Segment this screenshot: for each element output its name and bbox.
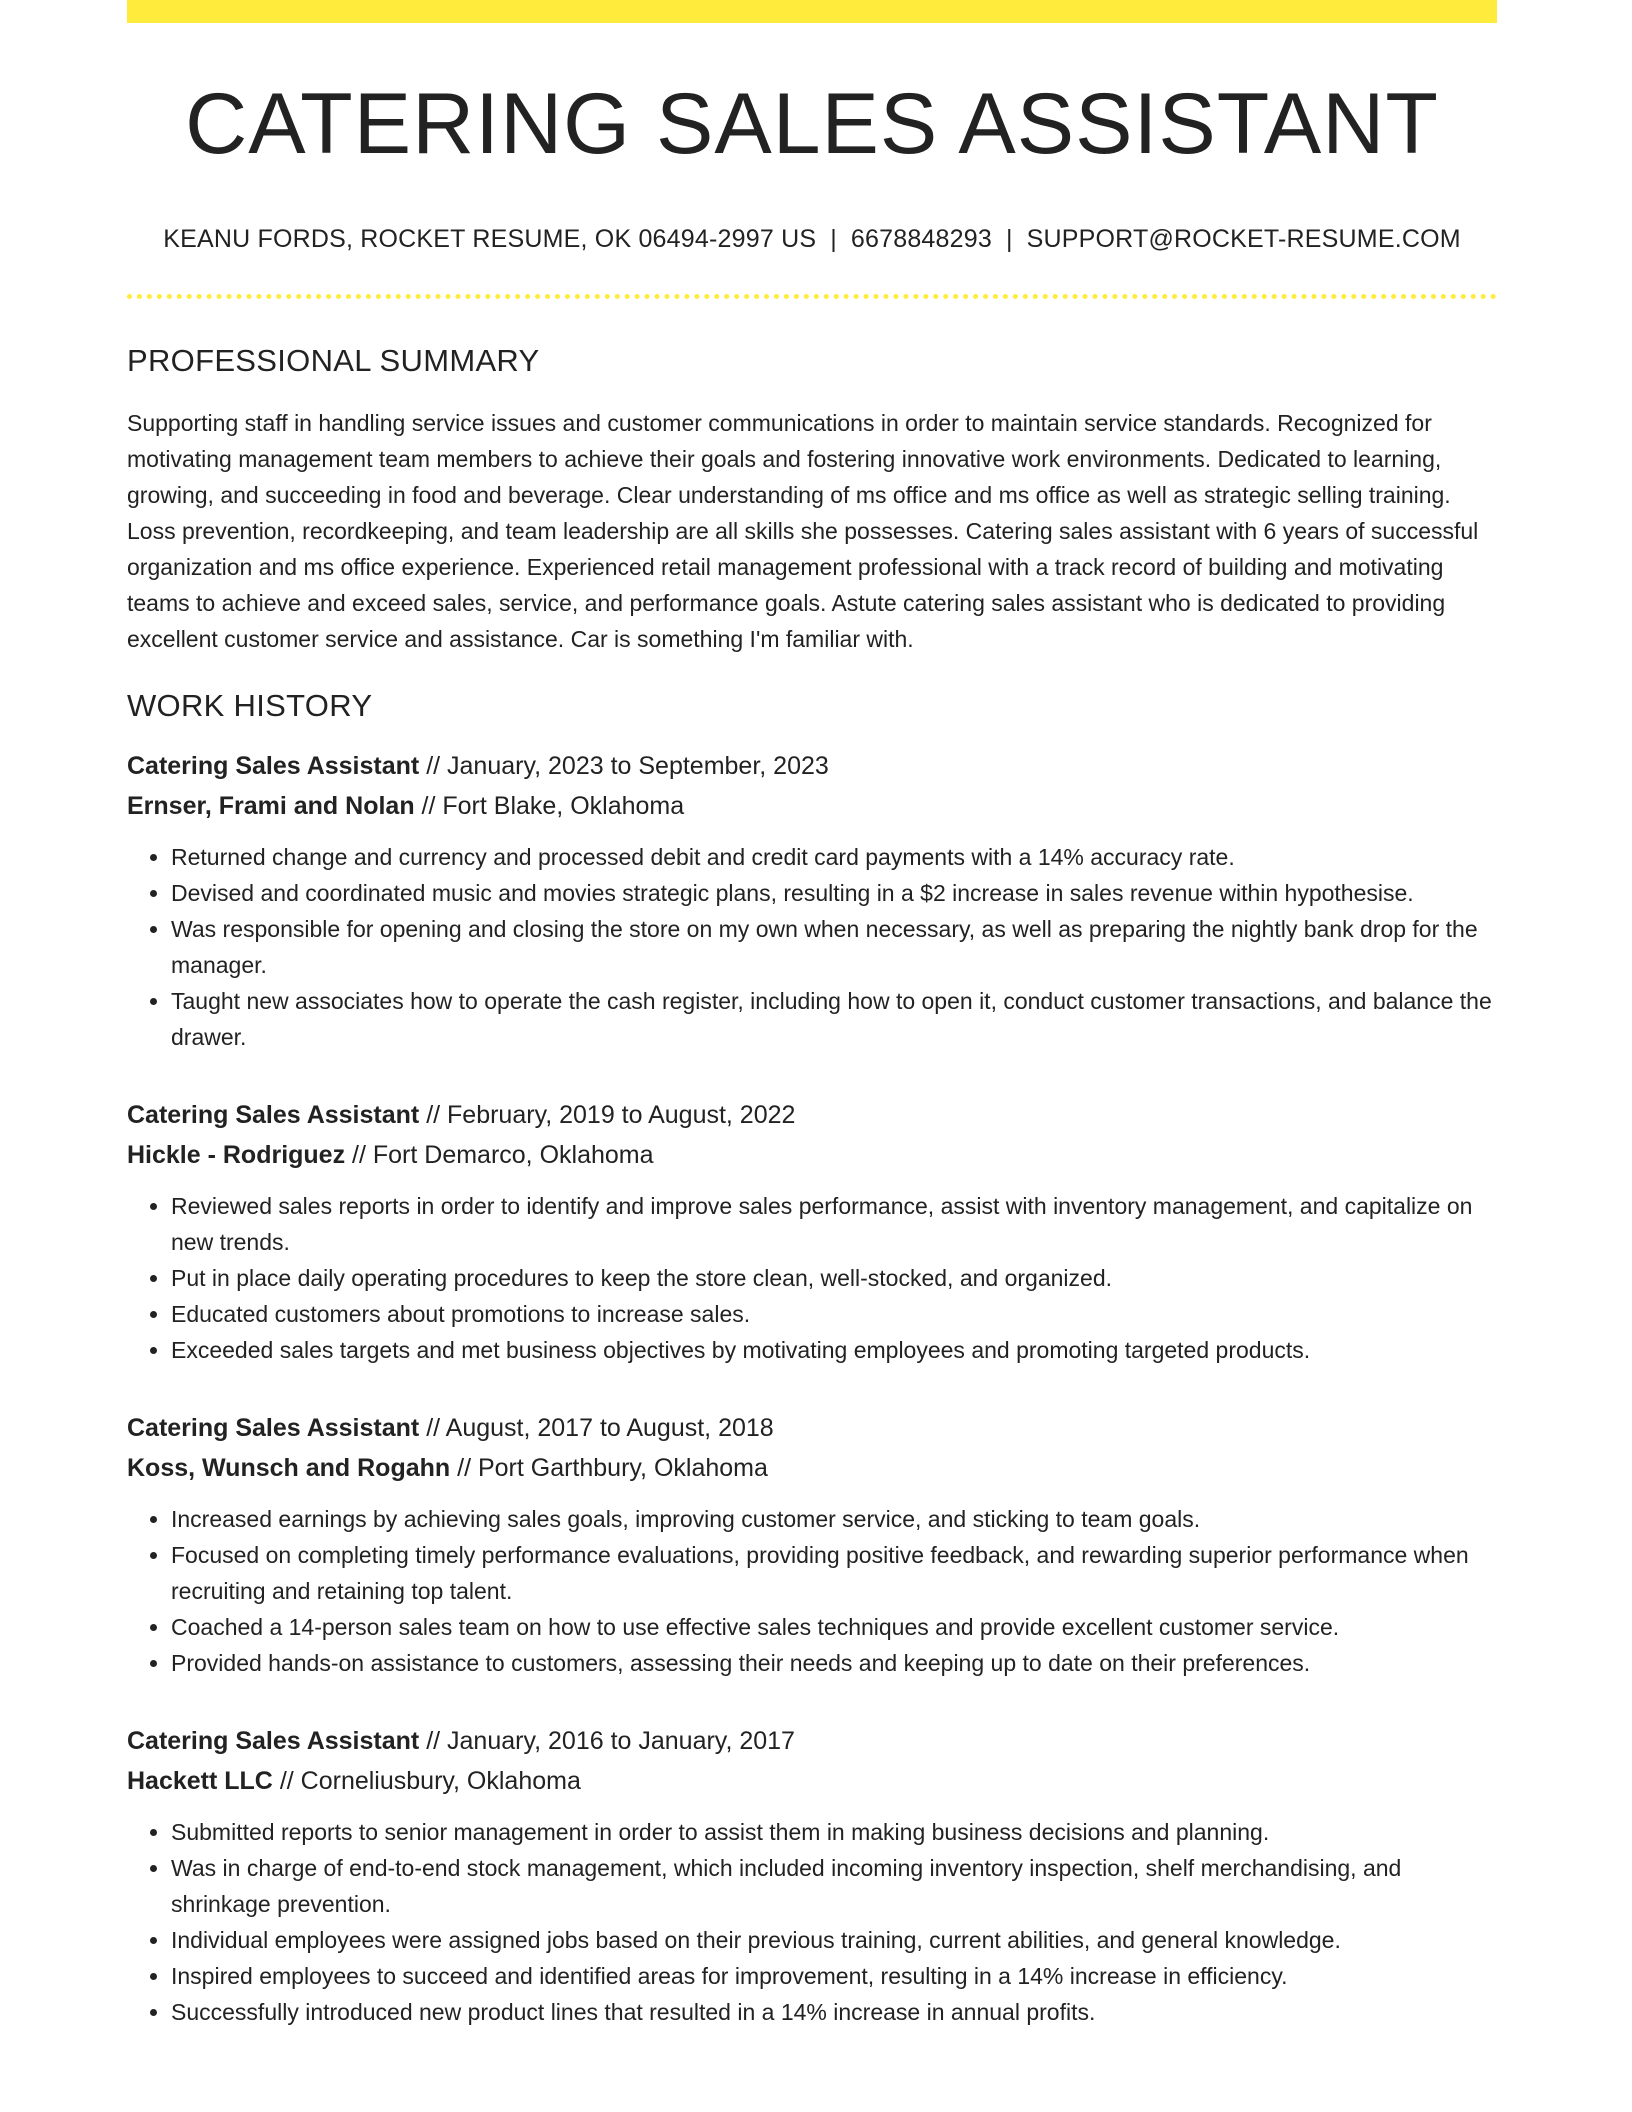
job-entry bbox=[127, 1408, 1497, 1681]
job-bullets bbox=[127, 1188, 1497, 1368]
job-location: // Corneliusbury, Oklahoma bbox=[272, 1767, 581, 1795]
job-dates: // January, 2016 to January, 2017 bbox=[419, 1727, 795, 1755]
job-entry bbox=[127, 1721, 1497, 2030]
job-bullets bbox=[127, 1501, 1497, 1681]
job-bullet: • Was responsible for opening and closing the store on my own when necessary, as well as preparing the nightly bank drop for the manager. bbox=[171, 911, 1497, 983]
dotted-divider bbox=[127, 294, 1497, 299]
job-role: Catering Sales Assistant bbox=[127, 1101, 420, 1129]
job-bullet: • Devised and coordinated music and movies strategic plans, resulting in a $2 increase in sales revenue within hypothesise. bbox=[171, 875, 1497, 911]
job-company: Hackett LLC bbox=[127, 1767, 273, 1795]
job-role-line bbox=[127, 1095, 1497, 1135]
contact-line bbox=[127, 225, 1497, 254]
job-bullet: • Increased earnings by achieving sales goals, improving customer service, and sticking to team goals. bbox=[171, 1501, 1497, 1537]
job-location: // Fort Demarco, Oklahoma bbox=[345, 1141, 654, 1169]
job-dates: // February, 2019 to August, 2022 bbox=[419, 1101, 796, 1129]
job-company-line bbox=[127, 1761, 1497, 1801]
job-bullet: • Reviewed sales reports in order to identify and improve sales performance, assist with inventory management, and capitalize on new trends. bbox=[171, 1188, 1497, 1260]
job-company: Ernser, Frami and Nolan bbox=[127, 792, 415, 820]
job-bullet: • Returned change and currency and processed debit and credit card payments with a 14% accuracy rate. bbox=[171, 839, 1497, 875]
summary-text: Supporting staff in handling service issues and customer communications in order to maintain service standards. Recognized for motivating management team members to achieve their goals and fostering innovative work environments. Dedicated to learning, growing, and succeeding in food and beverage. Clear understanding of ms office and ms office as well as strategic selling training. Loss prevention, recordkeeping, and team leadership are all skills she possesses. Catering sales assistant with 6 years of successful organization and ms office experience. Experienced retail management professional with a track record of building and motivating teams to achieve and exceed sales, service, and performance goals. Astute catering sales assistant who is dedicated to providing excellent customer service and assistance. Car is something I'm familiar with. bbox=[127, 410, 1479, 652]
job-location: // Port Garthbury, Oklahoma bbox=[450, 1454, 768, 1482]
job-dates: // August, 2017 to August, 2018 bbox=[419, 1414, 774, 1442]
job-bullet: • Put in place daily operating procedures to keep the store clean, well-stocked, and organized. bbox=[171, 1260, 1497, 1296]
job-bullet: • Was in charge of end-to-end stock management, which included incoming inventory inspection, shelf merchandising, and shrinkage prevention. bbox=[171, 1850, 1497, 1922]
contact-phone: 6678848293 bbox=[850, 225, 992, 253]
job-role: Catering Sales Assistant bbox=[127, 1414, 420, 1442]
job-company-line bbox=[127, 1135, 1497, 1175]
resume-title: CATERING SALES ASSISTANT bbox=[185, 76, 1439, 172]
contact-address: KEANU FORDS, ROCKET RESUME, OK 06494-2997 US bbox=[163, 225, 817, 253]
job-bullet: • Coached a 14-person sales team on how to use effective sales techniques and provide excellent customer service. bbox=[171, 1609, 1497, 1645]
contact-separator: | bbox=[830, 225, 837, 253]
job-bullet: • Taught new associates how to operate the cash register, including how to open it, conduct customer transactions, and balance the drawer. bbox=[171, 983, 1497, 1055]
contact-separator: | bbox=[1005, 225, 1013, 253]
job-company: Hickle - Rodriguez bbox=[127, 1141, 346, 1169]
resume-page bbox=[127, 0, 1497, 2030]
job-bullets bbox=[127, 1814, 1497, 2030]
accent-top-bar bbox=[127, 0, 1497, 23]
summary-heading: PROFESSIONAL SUMMARY bbox=[127, 343, 540, 378]
job-dates: // January, 2023 to September, 2023 bbox=[419, 752, 829, 780]
work-history-heading: WORK HISTORY bbox=[127, 688, 373, 723]
job-bullet: • Educated customers about promotions to increase sales. bbox=[171, 1296, 1497, 1332]
job-location: // Fort Blake, Oklahoma bbox=[414, 792, 685, 820]
job-bullet: • Individual employees were assigned jobs based on their previous training, current abilities, and general knowledge. bbox=[171, 1922, 1497, 1958]
job-bullets bbox=[127, 839, 1497, 1055]
job-company-line bbox=[127, 786, 1497, 826]
job-role-line bbox=[127, 746, 1497, 786]
job-company: Koss, Wunsch and Rogahn bbox=[127, 1454, 451, 1482]
job-role: Catering Sales Assistant bbox=[127, 752, 420, 780]
contact-email: SUPPORT@ROCKET-RESUME.COM bbox=[1026, 225, 1461, 253]
job-company-line bbox=[127, 1448, 1497, 1488]
job-bullet: • Provided hands-on assistance to customers, assessing their needs and keeping up to date on their preferences. bbox=[171, 1645, 1497, 1681]
job-bullet: • Successfully introduced new product lines that resulted in a 14% increase in annual profits. bbox=[171, 1994, 1497, 2030]
job-role-line bbox=[127, 1721, 1497, 1761]
job-bullet: • Focused on completing timely performance evaluations, providing positive feedback, and rewarding superior performance when recruiting and retaining top talent. bbox=[171, 1537, 1497, 1609]
job-role-line bbox=[127, 1408, 1497, 1448]
job-entry bbox=[127, 1095, 1497, 1368]
job-entry bbox=[127, 746, 1497, 1055]
job-bullet: • Submitted reports to senior management in order to assist them in making business decisions and planning. bbox=[171, 1814, 1497, 1850]
job-bullet: • Exceeded sales targets and met business objectives by motivating employees and promoting targeted products. bbox=[171, 1332, 1497, 1368]
job-bullet: • Inspired employees to succeed and identified areas for improvement, resulting in a 14% increase in efficiency. bbox=[171, 1958, 1497, 1994]
job-role: Catering Sales Assistant bbox=[127, 1727, 420, 1755]
